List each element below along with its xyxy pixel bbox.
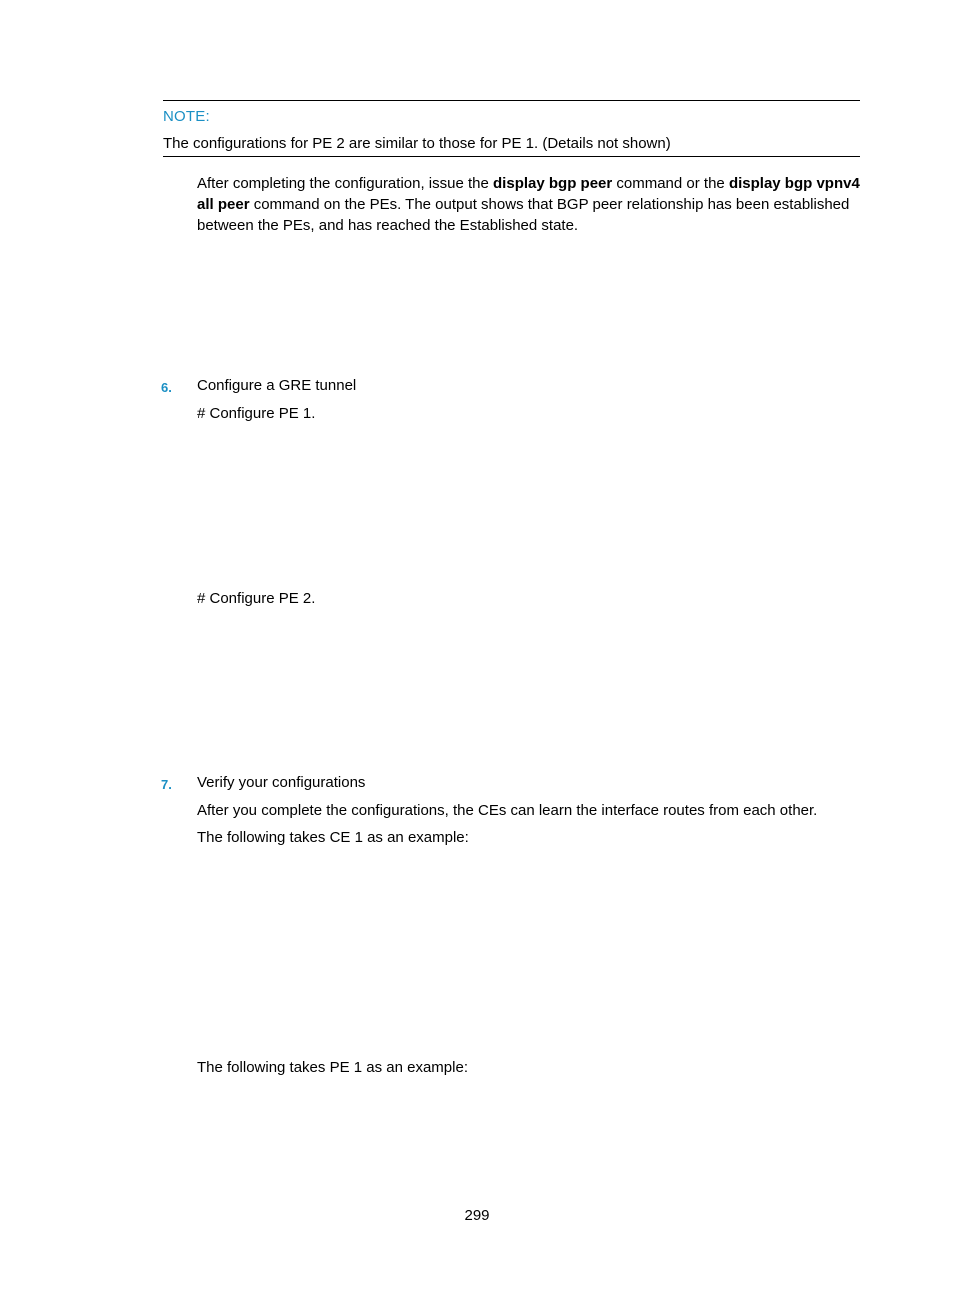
intro-text-2: command or the xyxy=(612,175,729,192)
intro-paragraph xyxy=(197,173,865,236)
pe1-example-line: The following takes PE 1 as an example: xyxy=(197,1059,468,1076)
page-number: 299 xyxy=(464,1207,490,1224)
command-display-bgp-peer: display bgp peer xyxy=(493,175,613,192)
verify-description: After you complete the configurations, the CEs can learn the interface routes from each other. xyxy=(197,802,818,819)
note-text: The configurations for PE 2 are similar to those for PE 1. (Details not shown) xyxy=(163,135,671,152)
note-bottom-rule xyxy=(163,156,860,157)
note-top-rule xyxy=(163,100,860,101)
ce1-example-line: The following takes CE 1 as an example: xyxy=(197,829,469,846)
command-display-bgp-vpnv4-all-peer: display bgp vpnv4 all peer xyxy=(197,175,860,213)
step-6-title: Configure a GRE tunnel xyxy=(197,377,357,394)
note-label: NOTE: xyxy=(163,108,210,125)
step-6-number: 6. xyxy=(161,380,172,395)
step-7-title: Verify your configurations xyxy=(197,774,366,791)
intro-text-3: command on the PEs. The output shows that BGP peer relationship has been established between the PEs, and has reached the Established state. xyxy=(197,196,850,234)
configure-pe1-line: # Configure PE 1. xyxy=(197,405,316,422)
intro-text-1: After completing the configuration, issue the xyxy=(197,175,494,192)
configure-pe2-line: # Configure PE 2. xyxy=(197,590,316,607)
step-7-number: 7. xyxy=(161,777,172,792)
